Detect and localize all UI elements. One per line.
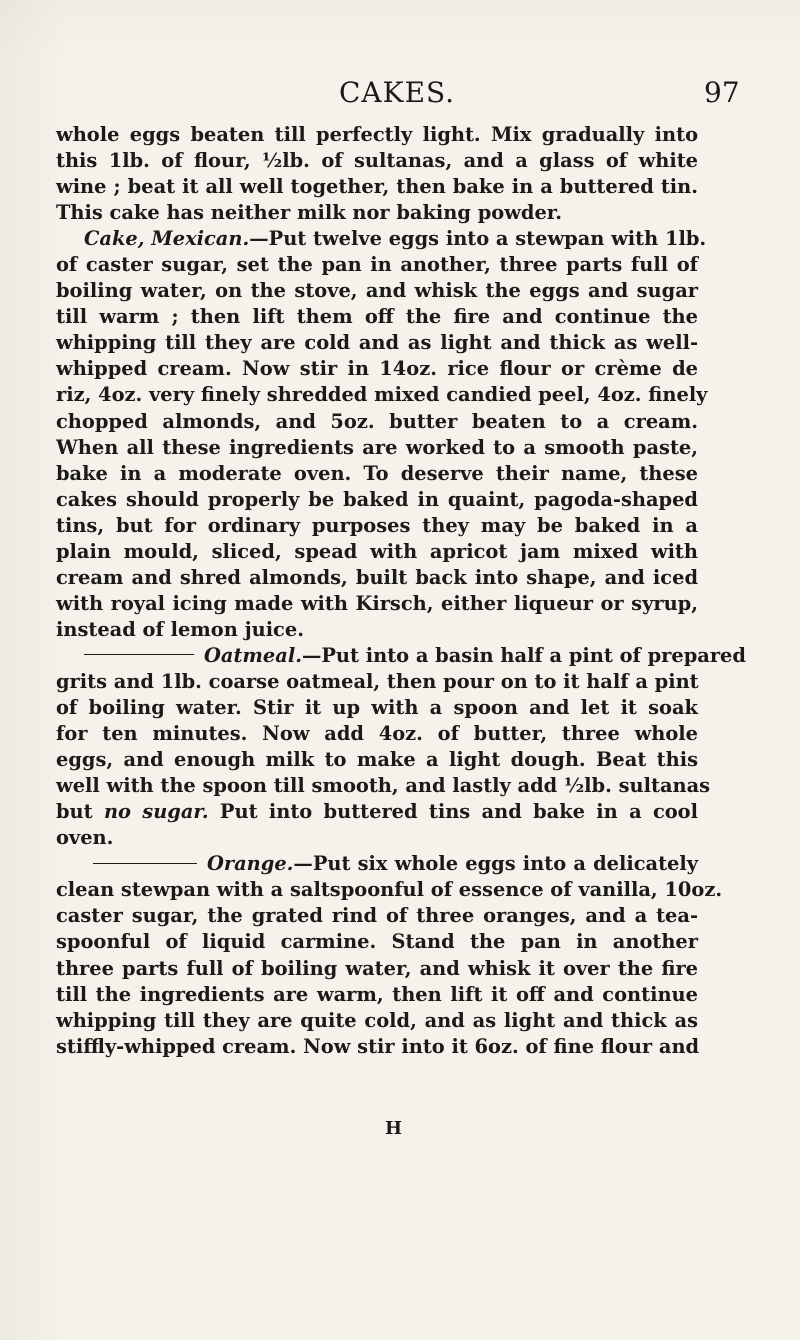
- text-line: stiffly-whipped cream. Now stir into it 6oz. of fine flour and: [56, 1034, 700, 1058]
- text-line: [56, 799, 698, 825]
- recipe-heading-text: [204, 643, 746, 669]
- text-line: bake in a moderate oven. To deserve their name, these: [56, 461, 698, 485]
- text-line: of boiling water. Stir it up with a spoon and let it soak: [56, 696, 698, 720]
- text-line: spoonful of liquid carmine. Stand the pan in another: [56, 930, 698, 954]
- page-title: CAKES.: [339, 76, 456, 109]
- text-line: This cake has neither milk nor baking powder.: [56, 201, 562, 225]
- recipe-title: Orange.: [207, 852, 294, 876]
- text-line: three parts full of boiling water, and whisk it over the fire: [56, 956, 698, 980]
- text-line: eggs, and enough milk to make a light dough. Beat this: [56, 748, 698, 772]
- text-line: plain mould, sliced, spead with apricot jam mixed with: [56, 539, 698, 563]
- text-line: till warm ; then lift them off the fire and continue the: [56, 305, 698, 329]
- text-line: clean stewpan with a saltspoonful of essence of vanilla, 10oz.: [56, 878, 723, 902]
- signature-mark: H: [385, 1118, 403, 1139]
- recipe-heading-line: [56, 643, 746, 669]
- recipe-title: Oatmeal.: [204, 643, 302, 667]
- text-line: oven.: [56, 826, 114, 850]
- text-line: this 1lb. of flour, ½lb. of sultanas, and a glass of white: [56, 149, 698, 173]
- text-line: grits and 1lb. coarse oatmeal, then pour on to it half a pint: [56, 669, 699, 693]
- recipe-text-span: —Put six whole eggs into a delicately: [293, 852, 698, 876]
- text-line: cream and shred almonds, built back into shape, and iced: [56, 565, 698, 589]
- text-span: but: [56, 800, 104, 824]
- recipe-heading-line: [56, 226, 707, 252]
- text-line: whipped cream. Now stir in 14oz. rice flour or crème de: [56, 357, 698, 381]
- text-line: riz, 4oz. very finely shredded mixed candied peel, 4oz. finely: [56, 383, 708, 407]
- text-line: instead of lemon juice.: [56, 617, 304, 641]
- dash-rule: [84, 654, 194, 655]
- recipe-text: [56, 122, 746, 1060]
- text-line: caster sugar, the grated rind of three oranges, and a tea-: [56, 904, 698, 928]
- text-line: for ten minutes. Now add 4oz. of butter, three whole: [56, 722, 698, 746]
- text-line: boiling water, on the stove, and whisk the eggs and sugar: [56, 279, 698, 303]
- dash-rule: [93, 863, 197, 864]
- text-line: When all these ingredients are worked to a smooth paste,: [56, 435, 698, 459]
- text-line: with royal icing made with Kirsch, either liqueur or syrup,: [56, 591, 698, 615]
- text-span: Put into buttered tins and bake in a cool: [208, 800, 698, 824]
- recipe-text-span: —Put twelve eggs into a stewpan with 1lb.: [249, 227, 707, 251]
- text-line: whipping till they are quite cold, and as light and thick as: [56, 1008, 698, 1032]
- running-head: [0, 76, 800, 110]
- text-line: whipping till they are cold and as light and thick as well-: [56, 331, 698, 355]
- recipe-title: Cake, Mexican.: [84, 227, 250, 251]
- text-line: cakes should properly be baked in quaint, pagoda-shaped: [56, 487, 698, 511]
- recipe-heading-line: [56, 851, 698, 877]
- text-line: well with the spoon till smooth, and lastly add ½lb. sultanas: [56, 774, 711, 798]
- text-line: till the ingredients are warm, then lift it off and continue: [56, 982, 698, 1006]
- page-number: 97: [704, 76, 740, 109]
- text-line: whole eggs beaten till perfectly light. Mix gradually into: [56, 123, 698, 146]
- text-line: of caster sugar, set the pan in another, three parts full of: [56, 253, 698, 277]
- emphasis-text: no sugar.: [103, 800, 209, 824]
- recipe-text-span: —Put into a basin half a pint of prepared: [301, 643, 746, 667]
- recipe-heading-text: [207, 851, 698, 877]
- text-line: chopped almonds, and 5oz. butter beaten to a cream.: [56, 409, 698, 433]
- text-line: wine ; beat it all well together, then bake in a buttered tin.: [56, 175, 698, 199]
- text-line: tins, but for ordinary purposes they may be baked in a: [56, 513, 698, 537]
